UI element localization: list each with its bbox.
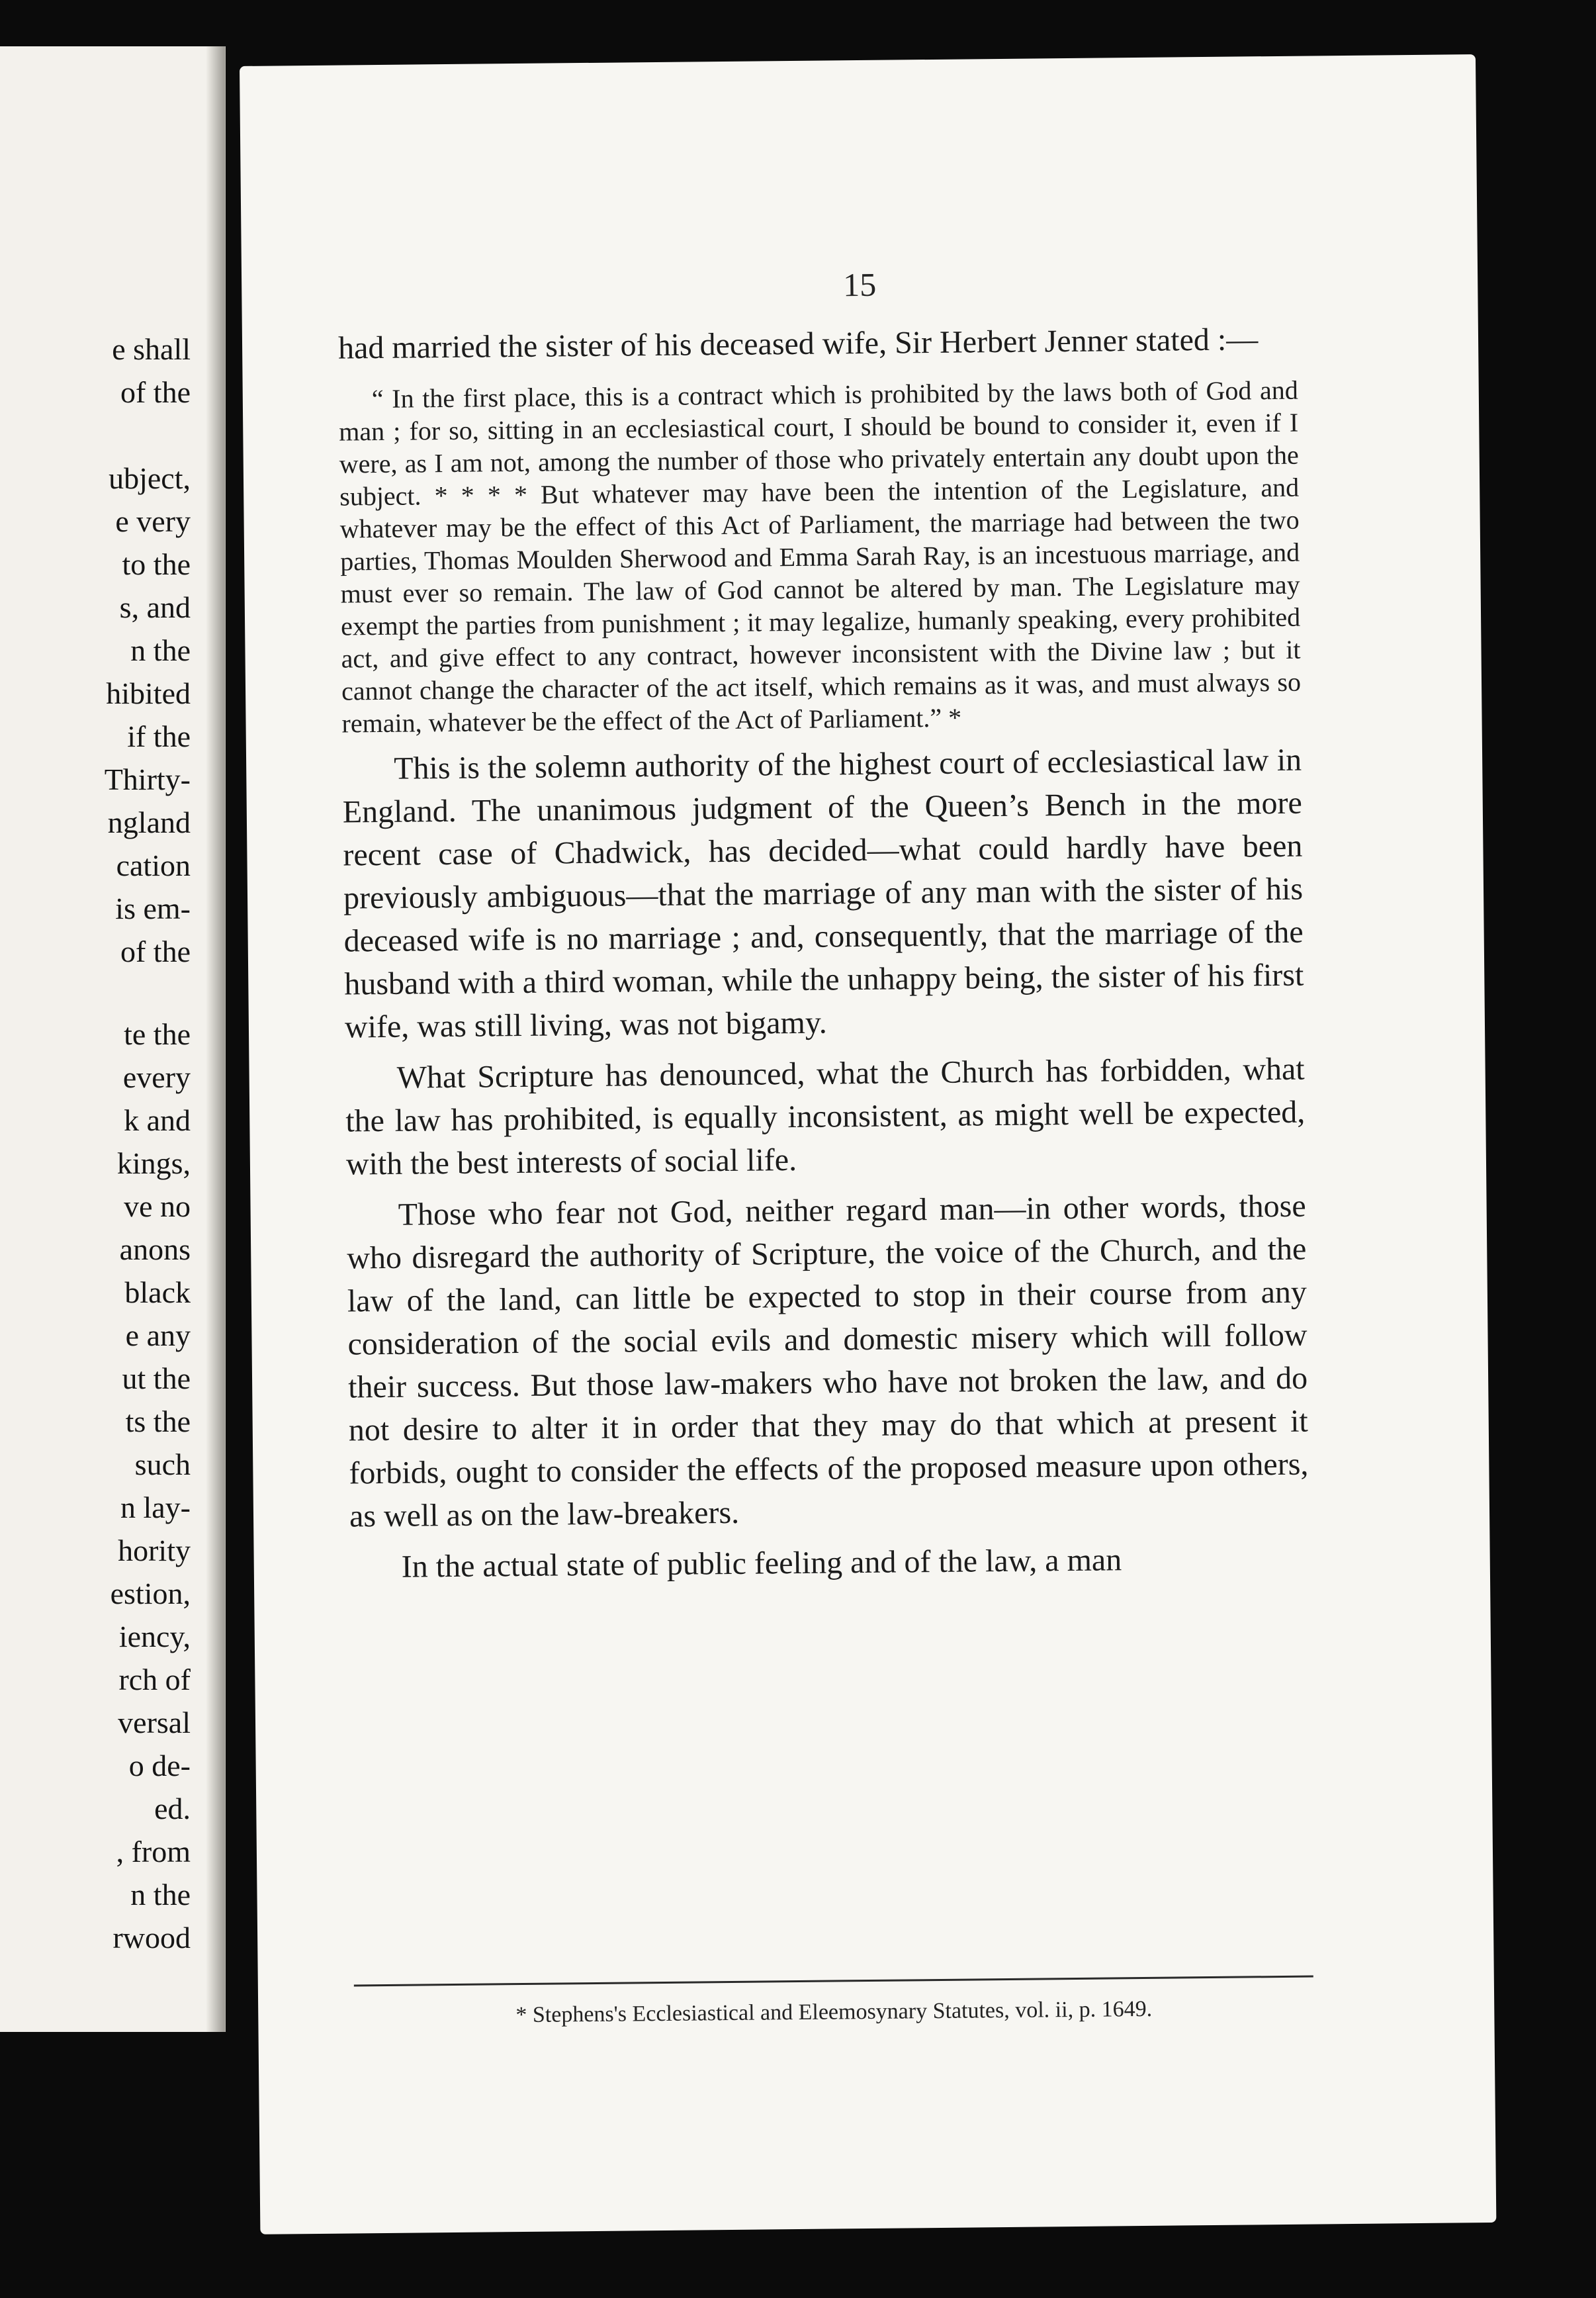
left-page-line: rch of bbox=[118, 1663, 191, 1696]
left-page-line: Thirty- bbox=[104, 762, 191, 796]
left-page-line: cation bbox=[116, 849, 191, 882]
body-paragraph: This is the solemn authority of the highest court of ecclesiastical law in England. The unanimous judgment of the Queen’s Bench in the more recent case of Chadwick, has decided—what could hardly have been previously ambiguous—that the marriage of any man with the sister of his deceased wife is no marriage ; and, consequently, that the marriage of the husband with a third woman, while the unhappy being, the sister of his first wife, was still living, was not bigamy. bbox=[342, 742, 1304, 1045]
footnote: * Stephens's Ecclesiastical and Eleemosynary Statutes, vol. ii, p. 1649. bbox=[515, 1996, 1153, 2028]
left-page-line: iency, bbox=[118, 1620, 191, 1653]
left-page-line: n the bbox=[130, 633, 191, 667]
left-page-line: if the bbox=[127, 719, 191, 753]
left-page-line: hority bbox=[118, 1534, 191, 1567]
left-page bbox=[0, 46, 226, 2032]
body-paragraph: Those who fear not God, neither regard man—in other words, those who disregard the authority of Scripture, the voice of the Church, and the law of the land, can little be expected to stop in their course from any consideration of the social evils and domestic misery which will follow their success. But those law-makers who have not broken the law, and do not desire to alter it in order that they may do that which at present it forbids, ought to consider the effects of the proposed measure upon others, as well as on the law-breakers. bbox=[347, 1188, 1309, 1534]
book-spine-shadow bbox=[206, 46, 225, 2032]
left-page-line: anons bbox=[119, 1232, 191, 1266]
right-page bbox=[240, 54, 1496, 2234]
left-page-line: s, and bbox=[119, 590, 191, 624]
left-page-line: ngland bbox=[107, 805, 191, 839]
left-page-line: n the bbox=[130, 1878, 191, 1911]
left-page-line: e any bbox=[125, 1318, 191, 1352]
opening-paragraph: had married the sister of his deceased wife, Sir Herbert Jenner stated :— bbox=[337, 322, 1259, 366]
quoted-judgment: “ In the first place, this is a contract which is prohibited by the laws both of God and man ; for so, sitting in an ecclesiastical court, I should be bound to consider it, even if I were, as I am not, among the number of those who privately entertain any doubt upon the subject. * * * * But whatever may have been the intention of the Legislature, and whatever may be the effect of this Act of Parliament, the marriage had between the two parties, Thomas Moulden Sherwood and Emma Sarah Ray, is an incestuous marriage, and must ever so remain. The law of God cannot be altered by man. The Legislature may exempt the parties from punishment ; it may legalize, humanly speaking, every prohibited act, and give effect to any contract, however inconsistent with the Divine law ; but it cannot change the character of the act itself, which remains as it was, and must always so remain, whatever be the effect of the Act of Parliament.” * bbox=[339, 375, 1302, 739]
left-page-line: ve no bbox=[124, 1189, 191, 1223]
left-page-line: is em- bbox=[115, 892, 191, 925]
page-body bbox=[338, 318, 1309, 1589]
left-page-line: of the bbox=[120, 935, 191, 968]
body-paragraph: In the actual state of public feeling and of the law, a man bbox=[401, 1542, 1122, 1585]
left-page-line: ed. bbox=[154, 1792, 191, 1825]
left-page-line: such bbox=[134, 1448, 191, 1481]
left-page-line: estion, bbox=[110, 1577, 191, 1610]
left-page-line: te the bbox=[124, 1017, 191, 1051]
left-page-line: e very bbox=[115, 504, 191, 538]
left-page-line: every bbox=[122, 1060, 191, 1094]
left-page-line: hibited bbox=[106, 676, 191, 710]
footnote-divider bbox=[354, 1976, 1313, 1987]
body-paragraph: What Scripture has denounced, what the Church has forbidden, what the law has prohibited, is equally inconsistent, as might well be expected, with the best interests of social life. bbox=[345, 1051, 1306, 1182]
left-page-line: o de- bbox=[128, 1749, 191, 1782]
left-page-line: of the bbox=[120, 375, 191, 409]
left-page-line: rwood bbox=[112, 1921, 191, 1954]
left-page-line: n lay- bbox=[120, 1491, 191, 1524]
left-page-line: k and bbox=[124, 1103, 191, 1137]
left-page-line: black bbox=[124, 1275, 191, 1309]
left-page-line: e shall bbox=[112, 332, 191, 366]
left-page-line: , from bbox=[116, 1835, 191, 1868]
page-number: 15 bbox=[842, 265, 877, 304]
left-page-line: ut the bbox=[122, 1361, 191, 1395]
left-page-line: versal bbox=[118, 1706, 191, 1739]
left-page-line: ts the bbox=[125, 1404, 191, 1438]
left-page-line: kings, bbox=[116, 1146, 191, 1180]
left-page-line: ubject, bbox=[109, 461, 191, 495]
left-page-line: to the bbox=[122, 547, 191, 581]
